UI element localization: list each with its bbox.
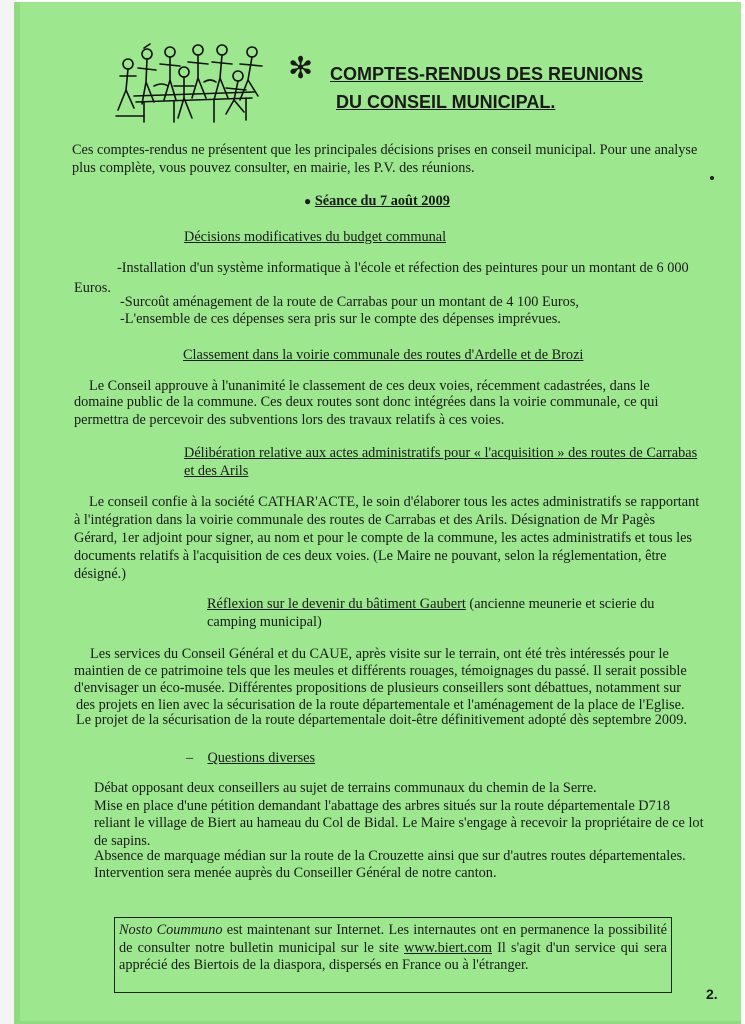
actes-line-3: Gérard, 1er adjoint pour signer, au nom et pour le compte de la commune, les actes administratifs et tous les — [74, 530, 692, 546]
gaubert-line-3: d'envisager un éco-musée. Différentes propositions de plusieurs conseillers sont débattues, notamment sur — [74, 680, 682, 696]
seance-label: Séance du 7 août 2009 — [314, 193, 450, 209]
seance-heading — [304, 193, 450, 211]
actes-line-4: documents relatifs à l'acquisition de ces deux voies. (Le Maire ne pouvant, selon la réglementation, être — [74, 548, 667, 564]
asterisk-icon: ✻ — [288, 51, 314, 86]
voirie-line-3: permettra de percevoir des subventions lors des travaux relatifs à ces voies. — [74, 412, 505, 428]
questions-heading-label: Questions diverses — [207, 750, 316, 766]
gaubert-line-4: des projets en lien avec la sécurisation de la route départementale et l'aménagement de la place de l'Eglise. — [76, 697, 685, 713]
page-edge — [0, 0, 14, 1024]
page-title — [330, 60, 643, 116]
gaubert-line-5: Le projet de la sécurisation de la route départementale doit-être définitivement adopté dès septembre 2009. — [76, 712, 687, 728]
budget-line-2: Euros. — [74, 280, 111, 296]
dash: – — [186, 750, 194, 766]
person-figure — [212, 45, 232, 100]
gaubert-heading-line-1 — [207, 596, 687, 614]
voirie-heading: Classement dans la voirie communale des routes d'Ardelle et de Brozi — [183, 347, 584, 363]
notice-text-1: est maintenant sur Internet. Les internautes ont en permanence la possibilité de consulter notre bulletin municipal sur le site — [119, 922, 667, 956]
person-figure — [160, 47, 180, 100]
notice-text-2: Il s'agit d'un service qui sera apprécié des Biertois de la diaspora, dispersés en France ou à l'étranger. — [119, 939, 668, 973]
bulletin-name: Nosto Coummuno — [119, 922, 223, 938]
questions-line-3: reliant le village de Biert au hameau du Col de Bidal. Le Maire s'engage à recevoir la propriétaire de ce lot — [94, 815, 704, 831]
voirie-line-2: domaine public de la commune. Ces deux routes sont donc intégrées dans la voirie communale, ce qui — [74, 394, 659, 410]
website-notice-box — [114, 917, 672, 993]
voirie-line-1: Le Conseil approuve à l'unanimité le classement de ces deux voies, récemment cadastrées, dans le — [89, 378, 650, 394]
gaubert-line-2: maintien de ce patrimoine tels que les meules et différents rouages, témoignages du passé. Il serait possible — [74, 663, 687, 679]
gaubert-heading-rest: (ancienne meunerie et scierie du — [465, 596, 655, 612]
questions-line-2: Mise en place d'une pétition demandant l'abattage des arbres situés sur la route départementale D718 — [94, 798, 671, 814]
questions-heading — [186, 750, 315, 768]
actes-heading-line-2: et des Arils — [184, 463, 249, 479]
title-line-1: COMPTES-RENDUS DES REUNIONS — [330, 64, 644, 84]
bullet-icon: ● — [304, 194, 312, 208]
website-notice-text — [119, 922, 667, 975]
questions-line-4: de sapins. — [94, 833, 151, 849]
intro-line-1: Ces comptes-rendus ne présentent que les principales décisions prises en conseil municipal. Pour une analyse — [72, 142, 698, 158]
actes-line-5: désigné.) — [74, 566, 127, 582]
budget-line-3: -Surcoût aménagement de la route de Carrabas pour un montant de 4 100 Euros, — [120, 294, 579, 310]
budget-heading: Décisions modificatives du budget communal — [184, 229, 447, 245]
actes-heading-line-1: Délibération relative aux actes administratifs pour « l'acquisition » des routes de Carrabas — [184, 445, 698, 461]
questions-line-6: Intervention sera menée auprès du Conseiller Général de notre canton. — [94, 865, 497, 881]
intro-line-2: plus complète, vous pouvez consulter, en mairie, les P.V. des réunions. — [72, 160, 475, 176]
gaubert-heading-line-2: camping municipal) — [207, 614, 322, 630]
gaubert-line-1: Les services du Conseil Général et du CAUE, après visite sur le terrain, ont été très intéressés pour le — [90, 646, 669, 662]
actes-line-2: à l'intégration dans la voirie communale des routes de Carrabas et des Arils. Désignation de Mr Pagès — [74, 512, 656, 528]
page-number: 2. — [706, 986, 718, 1002]
questions-line-5: Absence de marquage médian sur la route de la Crouzette ainsi que sur d'autres routes départementales. — [94, 848, 686, 864]
actes-line-1: Le conseil confie à la société CATHAR'ACTE, le soin d'élaborer tous les actes administratifs se rapportant — [89, 494, 700, 510]
budget-line-4: -L'ensemble de ces dépenses sera pris sur le compte des dépenses imprévues. — [120, 311, 561, 327]
person-figure — [174, 67, 194, 118]
person-figure — [188, 45, 208, 98]
gaubert-heading-underlined: Réflexion sur le devenir du bâtiment Gaubert — [207, 596, 466, 612]
website-link[interactable]: www.biert.com — [403, 939, 492, 956]
budget-line-1: -Installation d'un système informatique à l'école et réfection des peintures pour un montant de 6 000 — [117, 260, 689, 276]
title-line-2: DU CONSEIL MUNICIPAL. — [336, 92, 556, 112]
speck — [710, 176, 714, 180]
council-meeting-illustration — [114, 42, 268, 124]
questions-line-1: Débat opposant deux conseillers au sujet de terrains communaux du chemin de la Serre. — [94, 780, 597, 796]
